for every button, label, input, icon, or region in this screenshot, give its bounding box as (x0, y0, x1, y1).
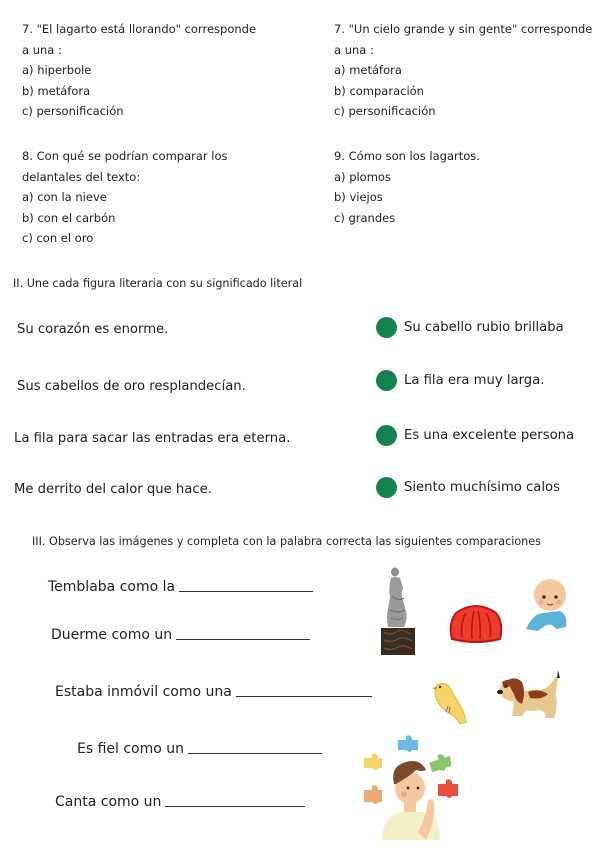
answer-blank[interactable] (165, 805, 305, 807)
question-text: 9. Cómo son los lagartos. (334, 149, 480, 163)
option: c) con el oro (22, 231, 94, 245)
option: c) personificación (22, 104, 124, 118)
figure-item: Sus cabellos de oro resplandecían. (17, 379, 246, 394)
fill-text: Temblaba como la (48, 579, 176, 595)
meaning-item (376, 477, 560, 498)
answer-blank[interactable] (236, 695, 372, 697)
figure-item: La fila para sacar las entradas era eterna. (14, 431, 291, 446)
jelly-icon (448, 603, 504, 643)
match-dot[interactable] (376, 317, 397, 338)
dog-icon (494, 668, 564, 722)
option: b) metáfora (22, 83, 91, 98)
fill-text: Canta como un (55, 794, 162, 810)
option: a) hiperbole (22, 63, 92, 77)
option: c) personificación (334, 104, 436, 118)
match-dot[interactable] (376, 477, 397, 498)
figure-item: Su corazón es enorme. (17, 322, 169, 337)
canary-icon (428, 678, 468, 726)
question-text: 7. "El lagarto está llorando" corresponde (22, 22, 257, 36)
meaning-text: Su cabello rubio brillaba (404, 320, 564, 335)
meaning-text: Es una excelente persona (404, 428, 575, 443)
meaning-item (376, 317, 564, 338)
meaning-item (376, 425, 574, 446)
fill-item (77, 741, 322, 757)
option: b) comparación (334, 83, 424, 98)
option: c) grandes (334, 210, 396, 225)
fill-text: Estaba inmóvil como una (55, 684, 232, 700)
option: b) con el carbón (22, 210, 116, 225)
question-9 (334, 146, 480, 228)
fill-text: Es fiel como un (77, 741, 185, 757)
answer-blank[interactable] (188, 752, 322, 754)
answer-blank[interactable] (176, 638, 310, 640)
meaning-text: La fila era muy larga. (404, 373, 545, 388)
option: a) con la nieve (22, 190, 107, 204)
section-2-title: II. Une cada figura literaria con su significado literal (13, 277, 303, 290)
figure-item: Me derrito del calor que hace. (14, 482, 212, 497)
question-text: 8. Con qué se podrían comparar los (22, 149, 228, 163)
fill-item (55, 684, 372, 700)
question-7b (334, 19, 592, 122)
option: a) metáfora (334, 63, 402, 77)
option: b) viejos (334, 190, 383, 204)
meaning-item (376, 370, 544, 391)
question-7a (22, 19, 256, 122)
match-dot[interactable] (376, 425, 397, 446)
statue-icon (380, 566, 416, 656)
section-3-title: III. Observa las imágenes y completa con la palabra correcta las siguientes comparaciones (32, 535, 541, 548)
answer-blank[interactable] (179, 590, 313, 592)
question-text: a una : (22, 42, 62, 57)
meaning-text: Siento muchísimo calos (404, 480, 560, 495)
question-8 (22, 146, 228, 249)
fill-text: Duerme como un (51, 627, 173, 643)
fill-item (48, 579, 313, 595)
thinking-boy-icon (358, 732, 468, 840)
question-text: a una : (334, 42, 374, 57)
fill-item (51, 627, 310, 643)
option: a) plomos (334, 169, 391, 184)
question-text: 7. "Un cielo grande y sin gente" corresponde (334, 22, 593, 36)
fill-item (55, 794, 305, 810)
question-text: delantales del texto: (22, 169, 141, 184)
match-dot[interactable] (376, 370, 397, 391)
baby-icon (520, 575, 576, 633)
